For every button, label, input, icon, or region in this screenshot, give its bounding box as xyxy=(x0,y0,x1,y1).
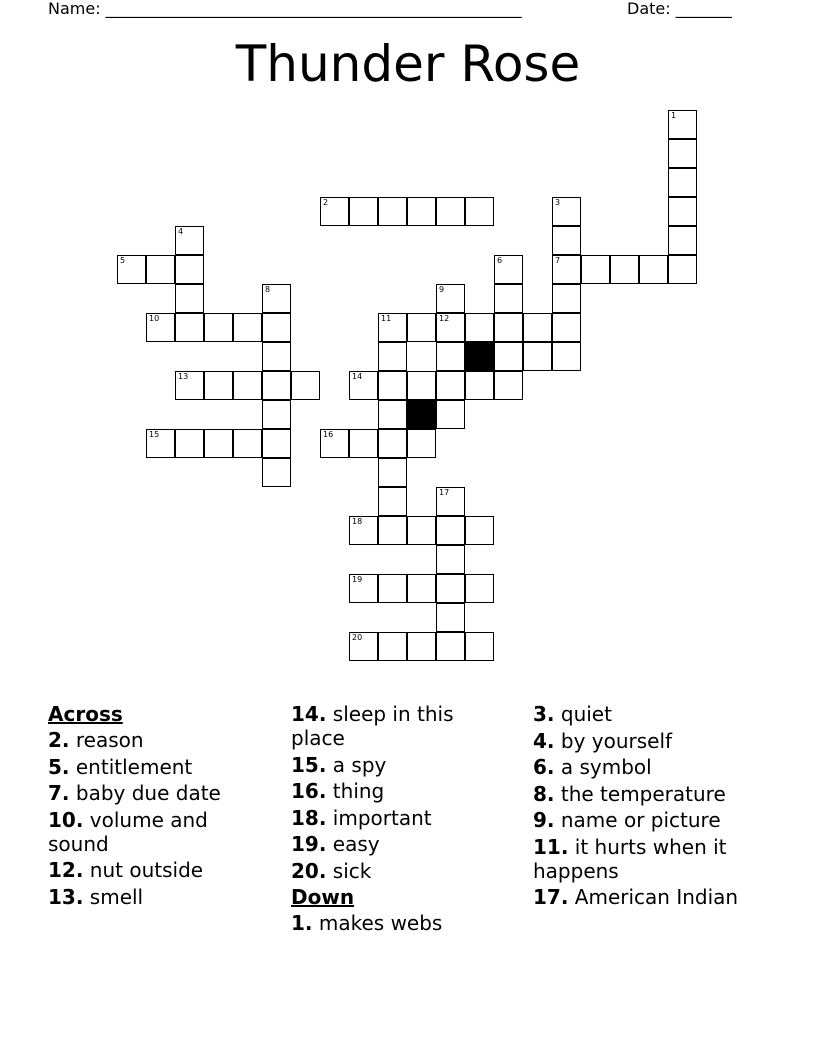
grid-cell[interactable] xyxy=(436,197,465,226)
across-heading: Across xyxy=(48,702,123,726)
grid-cell[interactable] xyxy=(262,458,291,487)
grid-cell[interactable] xyxy=(465,371,494,400)
clue-down-11 xyxy=(533,835,783,883)
clue-number: 3. xyxy=(533,702,555,726)
grid-cell[interactable] xyxy=(610,255,639,284)
grid-cell[interactable] xyxy=(175,255,204,284)
grid-cell[interactable] xyxy=(378,313,407,342)
grid-cell[interactable] xyxy=(552,284,581,313)
clue-number: 19. xyxy=(291,832,327,856)
clue-number: 10. xyxy=(48,807,84,832)
clue-number: 15. xyxy=(291,752,327,777)
grid-cell[interactable] xyxy=(523,342,552,371)
grid-cell[interactable] xyxy=(668,226,697,255)
grid-cell[interactable] xyxy=(581,255,610,284)
cell-number: 17 xyxy=(439,488,450,497)
grid-cell[interactable] xyxy=(378,371,407,400)
clue-number: 18. xyxy=(291,805,327,830)
cell-number: 2 xyxy=(323,198,329,207)
grid-cell[interactable] xyxy=(349,371,378,400)
grid-cell[interactable] xyxy=(407,632,436,661)
grid-cell[interactable] xyxy=(378,458,407,487)
grid-cell[interactable] xyxy=(436,545,465,574)
clue-text: reason xyxy=(75,728,144,752)
clue-down-1 xyxy=(291,911,501,935)
cell-number: 10 xyxy=(149,314,160,323)
clue-text: quiet xyxy=(560,702,612,726)
clue-number: 4. xyxy=(533,728,555,753)
clue-number: 20. xyxy=(291,858,327,883)
grid-cell[interactable] xyxy=(436,313,465,342)
grid-cell[interactable] xyxy=(233,429,262,458)
clue-down-3 xyxy=(533,702,783,726)
grid-cell[interactable] xyxy=(407,574,436,603)
grid-cell[interactable] xyxy=(378,574,407,603)
grid-cell[interactable] xyxy=(465,632,494,661)
grid-cell[interactable] xyxy=(262,371,291,400)
clue-text: nut outside xyxy=(89,858,204,882)
grid-cell[interactable] xyxy=(465,516,494,545)
grid-cell[interactable] xyxy=(407,371,436,400)
clue-number: 13. xyxy=(48,884,84,909)
clue-text: entitlement xyxy=(75,754,193,779)
grid-cell[interactable] xyxy=(349,574,378,603)
grid-cell[interactable] xyxy=(378,342,407,371)
clue-across-18 xyxy=(291,806,501,830)
grid-cell[interactable] xyxy=(668,255,697,284)
cell-number: 8 xyxy=(265,285,271,294)
clue-text: sick xyxy=(332,858,372,883)
clue-number: 7. xyxy=(48,781,70,805)
grid-cell[interactable] xyxy=(378,632,407,661)
grid-cell[interactable] xyxy=(436,487,465,516)
clue-across-2 xyxy=(48,728,248,752)
cell-number: 11 xyxy=(381,314,392,323)
grid-cell[interactable] xyxy=(320,429,349,458)
clue-down-6 xyxy=(533,755,783,779)
clues-column-1 xyxy=(48,702,248,911)
clue-down-9 xyxy=(533,808,783,832)
clue-text: important xyxy=(332,805,432,830)
grid-cell[interactable] xyxy=(407,516,436,545)
grid-cell[interactable] xyxy=(175,313,204,342)
clue-text: smell xyxy=(89,884,144,909)
clue-down-4 xyxy=(533,729,783,753)
grid-cell[interactable] xyxy=(407,197,436,226)
grid-cell[interactable] xyxy=(146,429,175,458)
grid-cell[interactable] xyxy=(204,371,233,400)
clue-number: 2. xyxy=(48,728,70,752)
grid-cell[interactable] xyxy=(436,603,465,632)
grid-cell[interactable] xyxy=(639,255,668,284)
clue-across-5 xyxy=(48,755,248,779)
grid-cell[interactable] xyxy=(175,371,204,400)
grid-cell[interactable] xyxy=(262,284,291,313)
grid-block xyxy=(465,342,494,371)
clue-number: 12. xyxy=(48,858,84,882)
grid-cell[interactable] xyxy=(552,197,581,226)
clue-across-12 xyxy=(48,858,248,882)
grid-cell[interactable] xyxy=(407,429,436,458)
grid-cell[interactable] xyxy=(436,371,465,400)
grid-cell[interactable] xyxy=(494,284,523,313)
grid-cell[interactable] xyxy=(378,400,407,429)
grid-cell[interactable] xyxy=(436,284,465,313)
grid-cell[interactable] xyxy=(117,255,146,284)
grid-cell[interactable] xyxy=(262,342,291,371)
grid-cell[interactable] xyxy=(378,487,407,516)
grid-cell[interactable] xyxy=(349,516,378,545)
grid-cell[interactable] xyxy=(233,371,262,400)
grid-cell[interactable] xyxy=(378,516,407,545)
grid-cell[interactable] xyxy=(349,632,378,661)
grid-cell[interactable] xyxy=(291,371,320,400)
clue-down-8 xyxy=(533,782,783,806)
clue-down-17 xyxy=(533,885,783,909)
clue-across-7 xyxy=(48,781,248,805)
grid-cell[interactable] xyxy=(668,197,697,226)
grid-cell[interactable] xyxy=(436,632,465,661)
clue-number: 9. xyxy=(533,808,555,832)
grid-cell[interactable] xyxy=(175,226,204,255)
clue-number: 16. xyxy=(291,779,327,803)
grid-cell[interactable] xyxy=(204,429,233,458)
cell-number: 5 xyxy=(120,256,126,265)
grid-cell[interactable] xyxy=(349,197,378,226)
grid-cell[interactable] xyxy=(436,342,465,371)
cell-number: 3 xyxy=(555,198,561,207)
date-field-label: Date: _______ xyxy=(627,0,732,18)
clue-number: 1. xyxy=(291,911,313,935)
grid-cell[interactable] xyxy=(262,313,291,342)
cell-number: 13 xyxy=(178,372,189,381)
cell-number: 18 xyxy=(352,517,363,526)
clue-text: by yourself xyxy=(560,728,673,753)
grid-cell[interactable] xyxy=(378,429,407,458)
clue-text: volume and sound xyxy=(48,807,208,856)
grid-cell[interactable] xyxy=(552,313,581,342)
clue-across-14 xyxy=(291,702,501,750)
grid-block xyxy=(407,400,436,429)
grid-cell[interactable] xyxy=(494,342,523,371)
clue-text: easy xyxy=(332,832,380,856)
clue-text: name or picture xyxy=(560,808,721,832)
clue-number: 6. xyxy=(533,755,555,779)
grid-cell[interactable] xyxy=(436,574,465,603)
grid-cell[interactable] xyxy=(465,197,494,226)
grid-cell[interactable] xyxy=(494,371,523,400)
grid-cell[interactable] xyxy=(175,429,204,458)
down-heading: Down xyxy=(291,885,355,909)
puzzle-title: Thunder Rose xyxy=(235,35,581,93)
grid-cell[interactable] xyxy=(552,226,581,255)
cell-number: 9 xyxy=(439,285,445,294)
clue-text: sleep in this place xyxy=(291,702,454,750)
grid-cell[interactable] xyxy=(494,255,523,284)
grid-cell[interactable] xyxy=(668,168,697,197)
clue-text: a spy xyxy=(332,752,387,777)
clues-column-2 xyxy=(291,702,501,938)
clue-number: 14. xyxy=(291,702,327,726)
clue-text: the temperature xyxy=(560,781,726,806)
cell-number: 12 xyxy=(439,314,450,323)
clue-across-19 xyxy=(291,832,501,856)
grid-cell[interactable] xyxy=(668,139,697,168)
clue-number: 17. xyxy=(533,885,569,909)
clue-number: 5. xyxy=(48,754,70,779)
cell-number: 7 xyxy=(555,256,561,265)
grid-cell[interactable] xyxy=(465,313,494,342)
grid-cell[interactable] xyxy=(262,400,291,429)
clue-text: American Indian xyxy=(574,885,739,909)
grid-cell[interactable] xyxy=(146,313,175,342)
grid-cell[interactable] xyxy=(552,255,581,284)
grid-cell[interactable] xyxy=(436,400,465,429)
grid-cell[interactable] xyxy=(552,342,581,371)
name-field-label: Name: ____________________________________________________ xyxy=(48,0,522,18)
grid-cell[interactable] xyxy=(349,429,378,458)
clue-text: thing xyxy=(332,779,385,803)
clue-number: 8. xyxy=(533,781,555,806)
grid-cell[interactable] xyxy=(523,313,552,342)
cell-number: 1 xyxy=(671,111,677,120)
grid-cell[interactable] xyxy=(465,574,494,603)
cell-number: 14 xyxy=(352,372,363,381)
clue-across-20 xyxy=(291,859,501,883)
clue-text: baby due date xyxy=(75,781,221,805)
cell-number: 4 xyxy=(178,227,184,236)
clue-text: it hurts when it happens xyxy=(533,834,727,883)
cell-number: 16 xyxy=(323,430,334,439)
clue-across-13 xyxy=(48,885,248,909)
cell-number: 15 xyxy=(149,430,160,439)
grid-cell[interactable] xyxy=(204,313,233,342)
grid-cell[interactable] xyxy=(146,255,175,284)
grid-cell[interactable] xyxy=(494,313,523,342)
grid-cell[interactable] xyxy=(233,313,262,342)
cell-number: 6 xyxy=(497,256,503,265)
cell-number: 19 xyxy=(352,575,363,584)
clue-across-16 xyxy=(291,779,501,803)
grid-cell[interactable] xyxy=(436,516,465,545)
grid-cell[interactable] xyxy=(407,313,436,342)
cell-number: 20 xyxy=(352,633,363,642)
grid-cell[interactable] xyxy=(175,284,204,313)
grid-cell[interactable] xyxy=(668,110,697,139)
clue-across-15 xyxy=(291,753,501,777)
clue-number: 11. xyxy=(533,834,569,859)
clue-text: a symbol xyxy=(560,755,652,779)
grid-cell[interactable] xyxy=(320,197,349,226)
clue-text: makes webs xyxy=(318,911,443,935)
clues-column-3 xyxy=(533,702,783,912)
clue-across-10 xyxy=(48,808,248,856)
grid-cell[interactable] xyxy=(378,197,407,226)
grid-cell[interactable] xyxy=(262,429,291,458)
